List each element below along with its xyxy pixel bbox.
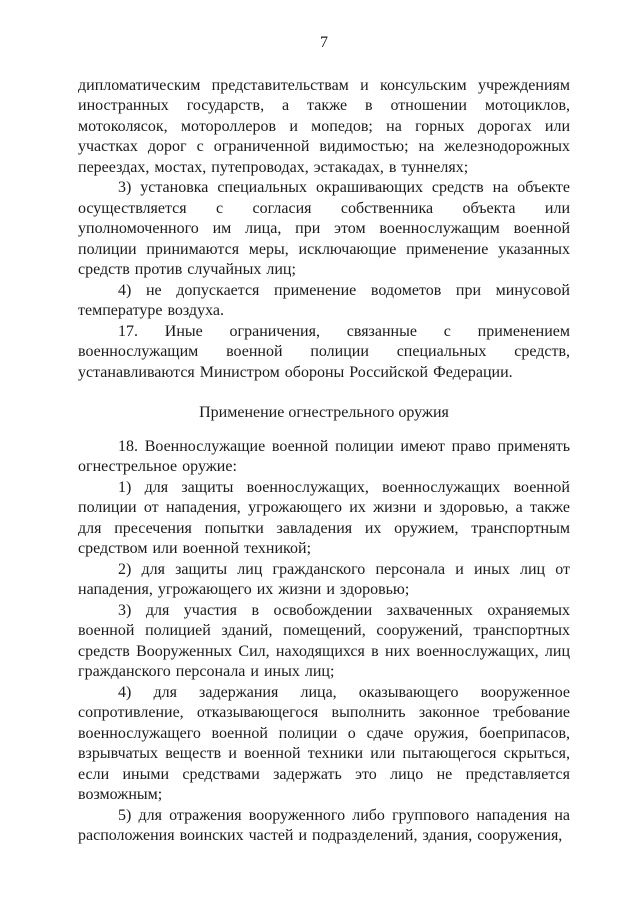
page-number: 7 [320,34,328,51]
paragraph-point-18: 18. Военнослужащие военной полиции имеют право применять огнестрельное оружие: [78,437,570,475]
paragraph-item-4-detention: 4) для задержания лица, оказывающего вооруженное сопротивление, отказывающегося выполнить законное требование военнослужащего военной полиции о сдаче оружия, боеприпасов, взрывчатых веществ и военной техники или пытающегося скрыться, если иными средствами задержать это лицо не представляется возможным; [78,683,570,803]
paragraph-item-1-protection-servicemen: 1) для защиты военнослужащих, военнослужащих военной полиции от нападения, угрожающего их жизни и здоровью, а также для пресечения попытки завладения их оружием, транспортным средством или военной техникой; [78,478,570,557]
paragraph-continuation: дипломатическим представительствам и консульским учреждениям иностранных государств, а также в отношении мотоциклов, мотоколясок, мотороллеров и мопедов; на горных дорогах или участках дорог с ограниченной видимостью; на железнодорожных переездах, мостах, путепроводах, эстакадах, в туннелях; [78,76,570,176]
paragraph-item-2-protection-civilians: 2) для защиты лиц гражданского персонала и иных лиц от нападения, угрожающего их жизни и здоровью; [78,560,570,598]
paragraph-point-17: 17. Иные ограничения, связанные с применением военнослужащим военной полиции специальных средств, устанавливаются Министром обороны Российской Федерации. [78,322,570,381]
section-heading-firearms: Применение огнестрельного оружия [199,404,449,421]
paragraph-item-5-repelling-attack: 5) для отражения вооруженного либо группового нападения на расположения воинских частей и подразделений, здания, сооружения, [78,806,570,844]
paragraph-item-3-liberation-buildings: 3) для участия в освобождении захваченных охраняемых военной полицией зданий, помещений, сооружений, транспортных средств Вооруженных Сил, находящихся в них военнослужащих, лиц гражданского персонала и иных лиц; [78,601,570,680]
paragraph-item-3-special-means: 3) установка специальных окрашивающих средств на объекте осуществляется с согласия собственника объекта или уполномоченного им лица, при этом военнослужащим военной полиции принимаются меры, исключающие применение указанных средств против случайных лиц; [78,179,570,278]
paragraph-item-4-water-cannons: 4) не допускается применение водометов при минусовой температуре воздуха. [78,281,570,319]
document-body [78,76,570,847]
